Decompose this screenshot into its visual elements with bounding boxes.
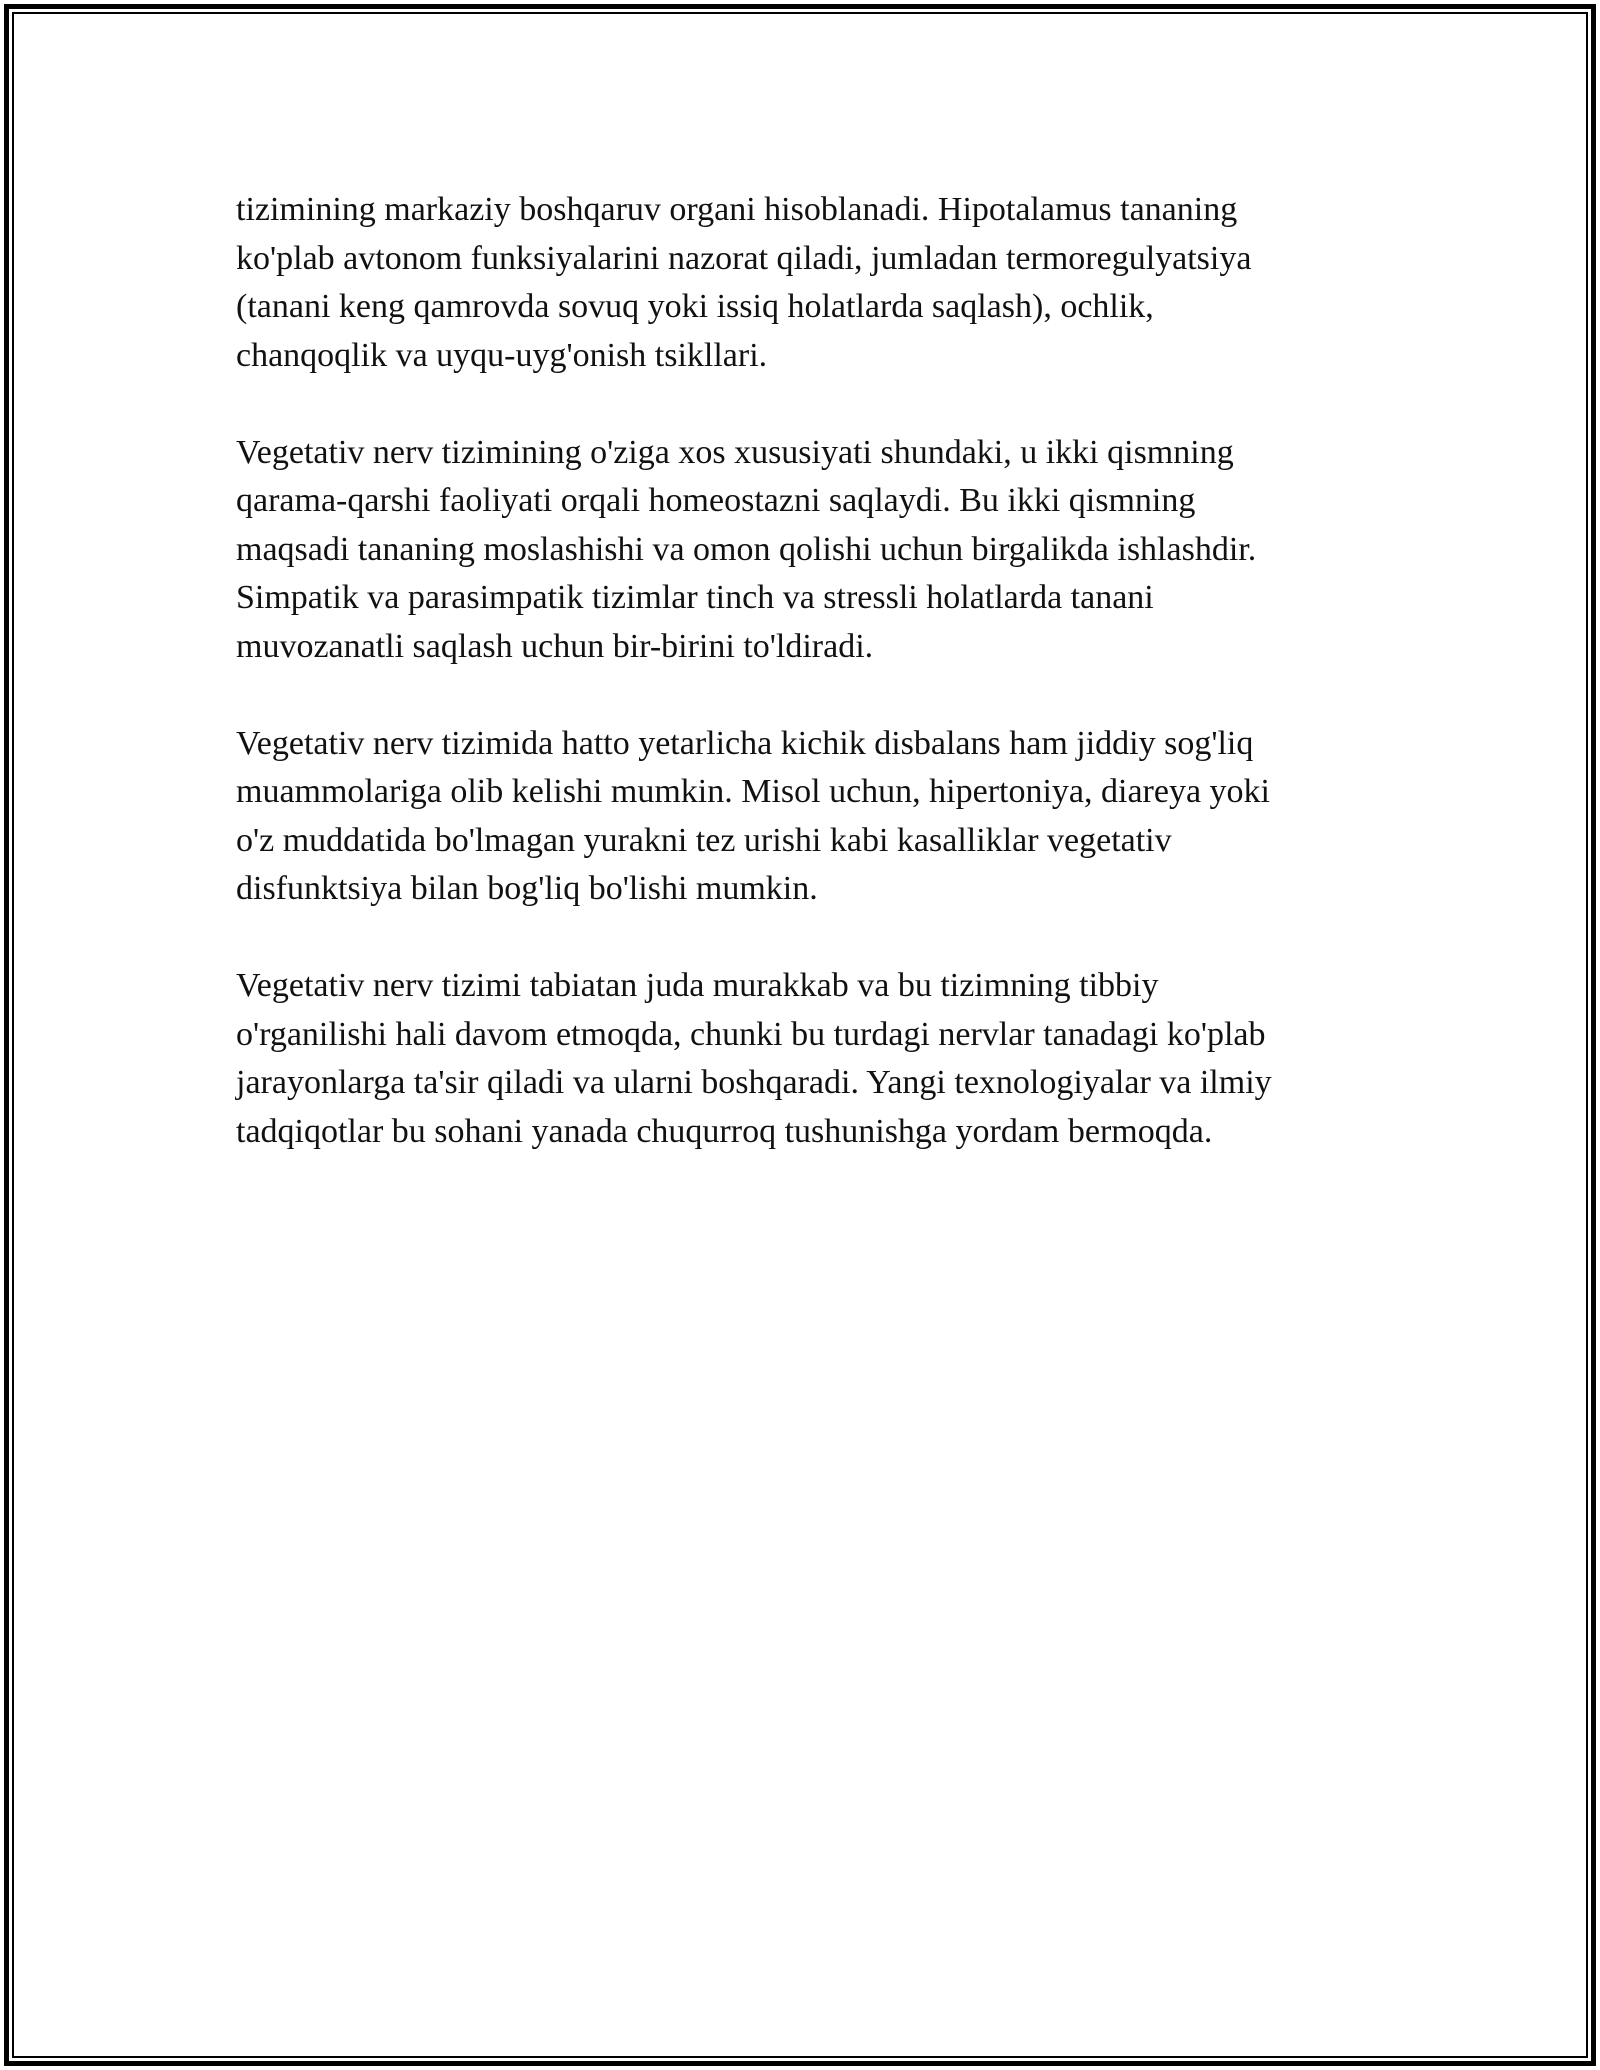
paragraph (236, 720, 1396, 914)
text-line: Simpatik va parasimpatik tizimlar tinch va stressli holatlarda tanani (236, 579, 1154, 616)
text-line: qarama-qarshi faoliyati orqali homeostazni saqlaydi. Bu ikki qismning (236, 482, 1196, 519)
text-line: chanqoqlik va uyqu-uyg'onish tsikllari. (236, 336, 768, 374)
text-line: Vegetativ nerv tizimida hatto yetarlicha kichik disbalans ham jiddiy sog'liq (236, 724, 1254, 762)
text-line: ko'plab avtonom funksiyalarini nazorat qiladi, jumladan termoregulyatsiya (236, 239, 1252, 277)
paragraph (236, 186, 1396, 380)
paragraph (236, 962, 1396, 1156)
text-line: disfunktsiya bilan bog'liq bo'lishi mumkin. (236, 870, 818, 907)
text-line: o'z muddatida bo'lmagan yurakni tez urishi kabi kasalliklar vegetativ (236, 821, 1172, 859)
text-line: (tanani keng qamrovda sovuq yoki issiq holatlarda saqlash), ochlik, (236, 288, 1154, 325)
text-line: tadqiqotlar bu sohani yanada chuqurroq tushunishga yordam bermoqda. (236, 1112, 1213, 1150)
text-line: muvozanatli saqlash uchun bir-birini to'ldiradi. (236, 627, 874, 665)
paragraph (236, 429, 1396, 672)
text-line: tizimining markaziy boshqaruv organi hisoblanadi. Hipotalamus tananing (236, 191, 1238, 228)
text-line: jarayonlarga ta'sir qiladi va ularni boshqaradi. Yangi texnologiyalar va ilmiy (236, 1064, 1272, 1101)
document-body (236, 186, 1396, 1205)
text-line: Vegetativ nerv tizimining o'ziga xos xususiyati shundaki, u ikki qismning (236, 433, 1234, 471)
text-line: o'rganilishi hali davom etmoqda, chunki bu turdagi nervlar tanadagi ko'plab (236, 1015, 1266, 1053)
text-line: muammolariga olib kelishi mumkin. Misol uchun, hipertoniya, diareya yoki (236, 773, 1270, 810)
text-line: Vegetativ nerv tizimi tabiatan juda murakkab va bu tizimning tibbiy (236, 967, 1159, 1004)
text-line: maqsadi tananing moslashishi va omon qolishi uchun birgalikda ishlashdir. (236, 530, 1257, 568)
